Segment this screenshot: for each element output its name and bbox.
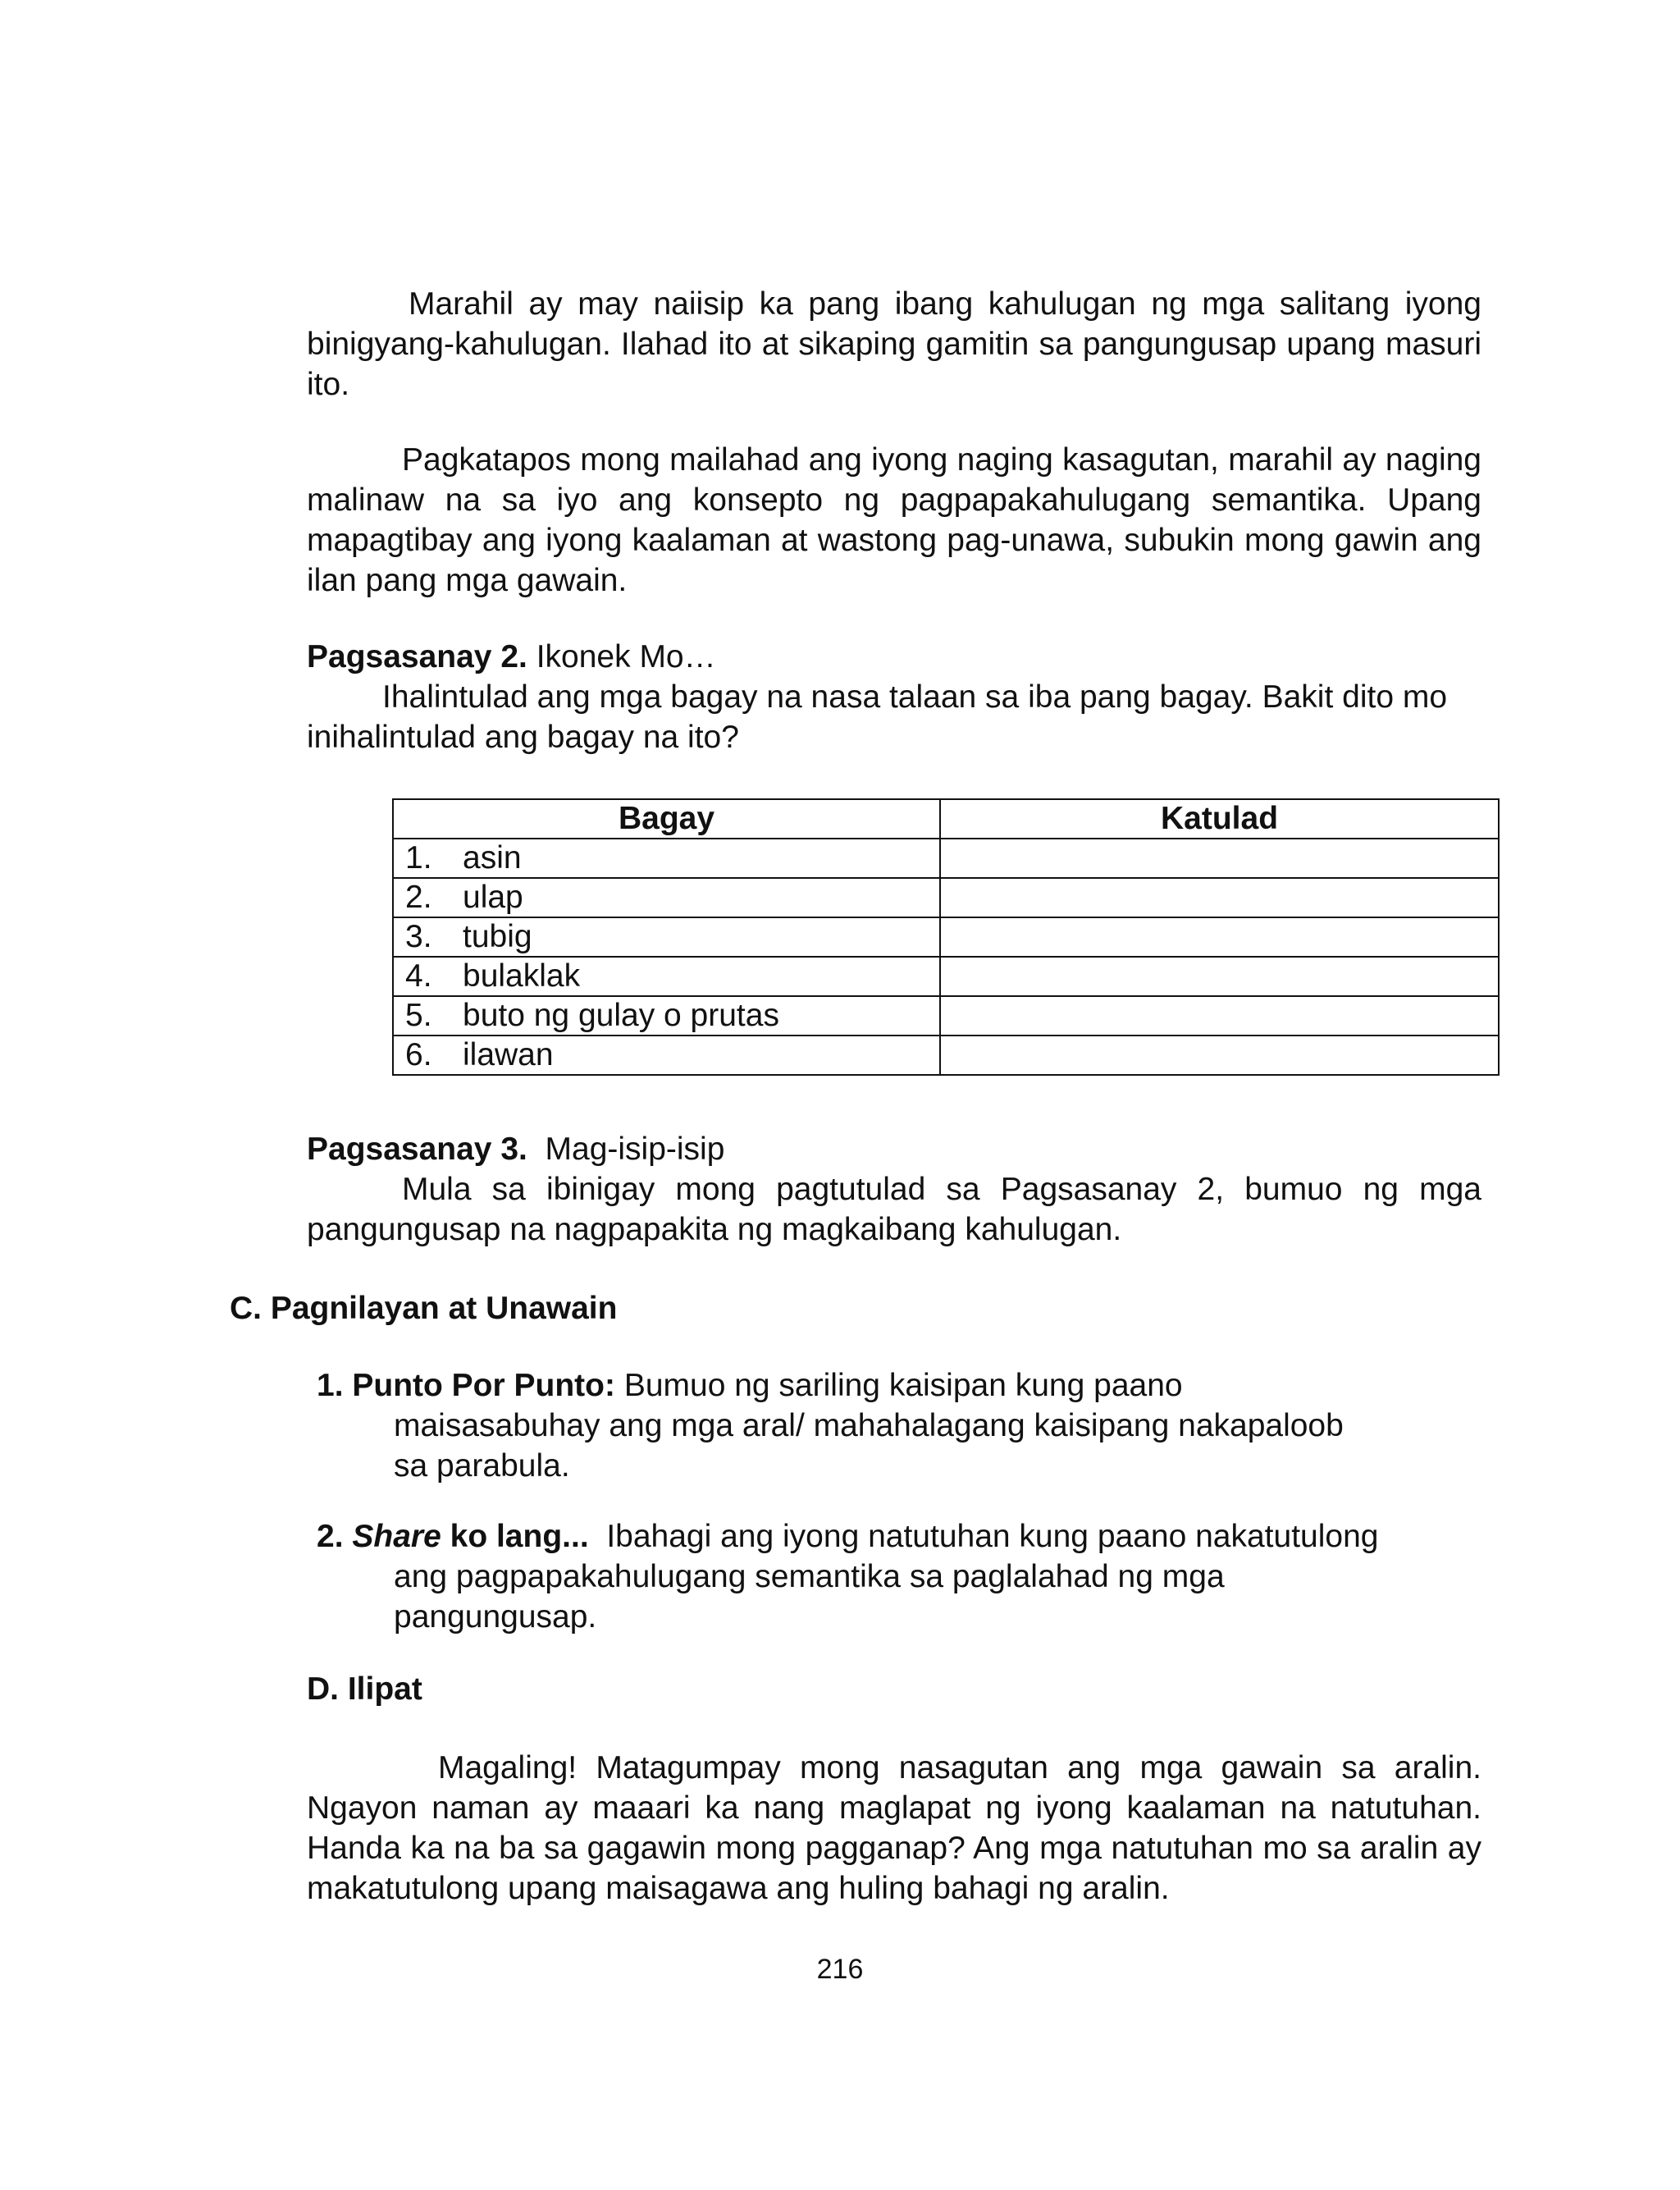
ikonek-table bbox=[392, 798, 1500, 1076]
bagay-cell bbox=[393, 878, 940, 917]
bagay-text: bulaklak bbox=[463, 958, 581, 994]
section-d-heading: D. Ilipat bbox=[307, 1671, 422, 1707]
share-ko-lang-text-line2: ang pagpapakahulugang semantika sa paglalahad ng mga bbox=[394, 1559, 1225, 1594]
punto-por-punto-text-line2: maisasabuhay ang mga aral/ mahahalagang kaisipang nakapaloob bbox=[394, 1408, 1344, 1443]
table-row bbox=[393, 917, 1499, 957]
intro-paragraph-2: Pagkatapos mong mailahad ang iyong naging kasagutan, marahil ay naging malinaw na sa iyo ang konsepto ng pagpapakahulugang semantika. Upang mapagtibay ang iyong kaalaman at wastong pag-unawa, subukin mong gawin ang ilan pang mga gawain. bbox=[307, 442, 1481, 598]
punto-por-punto-item bbox=[317, 1365, 1498, 1486]
section-d-paragraph: Magaling! Matagumpay mong nasagutan ang mga gawain sa aralin. Ngayon naman ay maaari ka nang maglapat ng iyong kaalaman na natutuhan. Handa ka na ba sa gagawin mong pagganap? Ang mga natutuhan mo sa aralin ay makatutulong upang maisagawa ang huling bahagi ng aralin. bbox=[307, 1750, 1481, 1906]
pagsasanay-2-heading bbox=[307, 637, 716, 677]
row-number: 6. bbox=[405, 1037, 432, 1072]
bagay-cell bbox=[393, 957, 940, 996]
punto-por-punto-label: 1. Punto Por Punto: bbox=[317, 1368, 615, 1403]
punto-por-punto-text-line3: sa parabula. bbox=[394, 1448, 570, 1484]
share-ko-lang-italic: Share bbox=[352, 1519, 441, 1554]
bagay-cell bbox=[393, 1036, 940, 1075]
bagay-cell bbox=[393, 917, 940, 957]
bagay-text: tubig bbox=[463, 919, 532, 954]
header-katulad: Katulad bbox=[940, 799, 1499, 839]
pagsasanay-2-title: Ikonek Mo… bbox=[536, 639, 716, 674]
katulad-cell[interactable] bbox=[940, 917, 1499, 957]
pagsasanay-3-instruction: Mula sa ibinigay mong pagtutulad sa Pagsasanay 2, bumuo ng mga pangungusap na nagpapakita ng magkaibang kahulugan. bbox=[307, 1172, 1481, 1247]
bagay-text: ulap bbox=[463, 880, 523, 915]
katulad-cell[interactable] bbox=[940, 839, 1499, 878]
row-number: 1. bbox=[405, 840, 432, 876]
section-c-heading: C. Pagnilayan at Unawain bbox=[230, 1291, 618, 1326]
table-header-row bbox=[393, 799, 1499, 839]
punto-por-punto-text-line1: Bumuo ng sariling kaisipan kung paano bbox=[623, 1368, 1183, 1403]
table-row bbox=[393, 878, 1499, 917]
pagsasanay-3-label: Pagsasanay 3. bbox=[307, 1132, 527, 1167]
pagsasanay-3-title: Mag-isip-isip bbox=[545, 1132, 725, 1167]
table-row bbox=[393, 839, 1499, 878]
katulad-cell[interactable] bbox=[940, 996, 1499, 1036]
bagay-text: buto ng gulay o prutas bbox=[463, 998, 779, 1033]
katulad-cell[interactable] bbox=[940, 878, 1499, 917]
share-ko-lang-label: ko lang... bbox=[450, 1519, 589, 1554]
katulad-cell[interactable] bbox=[940, 1036, 1499, 1075]
page-number: 216 bbox=[816, 1954, 864, 1985]
share-ko-lang-number: 2. bbox=[317, 1519, 344, 1554]
pagsasanay-2-label: Pagsasanay 2. bbox=[307, 639, 527, 674]
katulad-cell[interactable] bbox=[940, 957, 1499, 996]
bagay-cell bbox=[393, 996, 940, 1036]
pagsasanay-2-instruction: Ihalintulad ang mga bagay na nasa talaan sa iba pang bagay. Bakit dito mo inihalintulad ang bagay na ito? bbox=[307, 679, 1448, 755]
share-ko-lang-item bbox=[317, 1516, 1498, 1637]
table-row bbox=[393, 1036, 1499, 1075]
table-row bbox=[393, 957, 1499, 996]
row-number: 5. bbox=[405, 998, 432, 1033]
row-number: 3. bbox=[405, 919, 432, 954]
share-ko-lang-text-line1: Ibahagi ang iyong natutuhan kung paano nakatutulong bbox=[606, 1519, 1379, 1554]
bagay-text: asin bbox=[463, 840, 522, 876]
row-number: 4. bbox=[405, 958, 432, 994]
pagsasanay-3-heading bbox=[307, 1129, 724, 1169]
table-row bbox=[393, 996, 1499, 1036]
bagay-cell bbox=[393, 839, 940, 878]
bagay-text: ilawan bbox=[463, 1037, 554, 1072]
share-ko-lang-text-line3: pangungusap. bbox=[394, 1599, 597, 1634]
header-bagay: Bagay bbox=[393, 799, 940, 839]
row-number: 2. bbox=[405, 880, 432, 915]
intro-paragraph-1: Marahil ay may naiisip ka pang ibang kahulugan ng mga salitang iyong binigyang-kahulugan. Ilahad ito at sikaping gamitin sa pangungusap upang masuri ito. bbox=[307, 286, 1481, 402]
